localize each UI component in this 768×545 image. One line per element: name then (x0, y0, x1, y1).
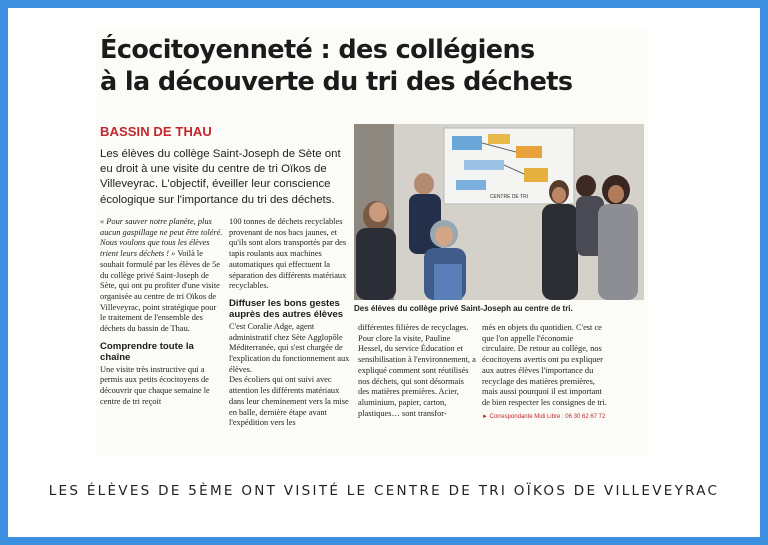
headline (100, 34, 645, 98)
students-photo-illustration (354, 124, 644, 300)
column-3-text-1: différentes filières de recyclages. (358, 323, 469, 332)
column-2-text-3: Des écoliers qui ont suivi avec attention les différents matériaux dans leur cheminement vers la mise en balle, dernière étape avant l'expédition vers les (229, 375, 349, 428)
headline-line-1: Écocitoyenneté : des collégiens (100, 35, 535, 65)
subhead-2: Diffuser les bons gestes auprès des autres élèves (229, 297, 344, 320)
correspondent-signature: ► Correspondante Midi Libre : 06 30 62 67 72 (482, 413, 606, 420)
column-3 (358, 323, 476, 419)
column-4 (482, 323, 608, 422)
poster-label: CENTRE DE TRI (489, 194, 529, 200)
photo-caption: Des élèves du collège privé Saint-Joseph au centre de tri. (354, 304, 573, 313)
article-photo (354, 124, 644, 300)
newspaper-clipping (96, 28, 648, 456)
column-4-text: més en objets du quotidien. C'est ce que l'on appelle l'économie circulaire. De retour au collège, nos écocitoyens avertis ont pu expliquer aux autres élèves l'importance du recyclage des matières premières, mais aussi pourquoi il est important de bien respecter les consignes de tri. (482, 323, 607, 407)
headline-line-2: à la découverte du tri des déchets (100, 67, 573, 97)
section-kicker: BASSIN DE THAU (100, 124, 212, 139)
column-1-text-2: Une visite très instructive qui a permis aux petits écocitoyens de découvrir que chaque semaine le centre de tri reçoit (100, 364, 210, 406)
subhead-1: Comprendre toute la chaîne (100, 340, 194, 363)
footer-caption: LES ÉLÈVES DE 5ÈME ONT VISITÉ LE CENTRE DE TRI OÏKOS DE VILLEVEYRAC (48, 483, 720, 499)
column-3-text-2: Pour clore la visite, Pauline Hessel, du service Éducation et sensibilisation à l'environnement, a expliqué comment sont réutilisés nos déchets, qui sont désormais des matières premières. Acier, aluminium, papier, carton, plastiques… sont transfor- (358, 333, 476, 418)
column-2 (229, 217, 351, 429)
quote: « Pour sauver notre planète, plus aucun gaspillage ne peut être toléré. Nous voulons que tous les élèves trient leurs déchets ! » (100, 217, 223, 259)
lead-paragraph: Les élèves du collège Saint-Joseph de Sète ont eu droit à une visite du centre de tri Oïkos de Villeveyrac. L'objectif, éveiller leur conscience écologique sur l'importance du tri des déchets. (100, 148, 341, 206)
column-1 (100, 217, 223, 408)
column-2-text-1: 100 tonnes de déchets recyclables provenant de nos bacs jaunes, et qu'ils sont alors transportés par des tapis roulants aux machines automatiques qui effectuent la séparation des différents matériaux recyclables. (229, 217, 347, 291)
column-2-text-2: C'est Coralie Adge, agent administratif chez Sète Agglopôle Méditerranée, qui s'est chargée de l'explication du fonctionnement aux élèves. (229, 321, 350, 374)
column-1-text: Voilà le souhait formulé par les élèves de 5e du collège privé Saint-Joseph de Sète, qui ont pu profiter d'une visite organisée au centre de tri Oïkos de Villeveyrac, point stratégique pour le traitement de l'ensemble des déchets du bassin de Thau. (100, 249, 220, 334)
